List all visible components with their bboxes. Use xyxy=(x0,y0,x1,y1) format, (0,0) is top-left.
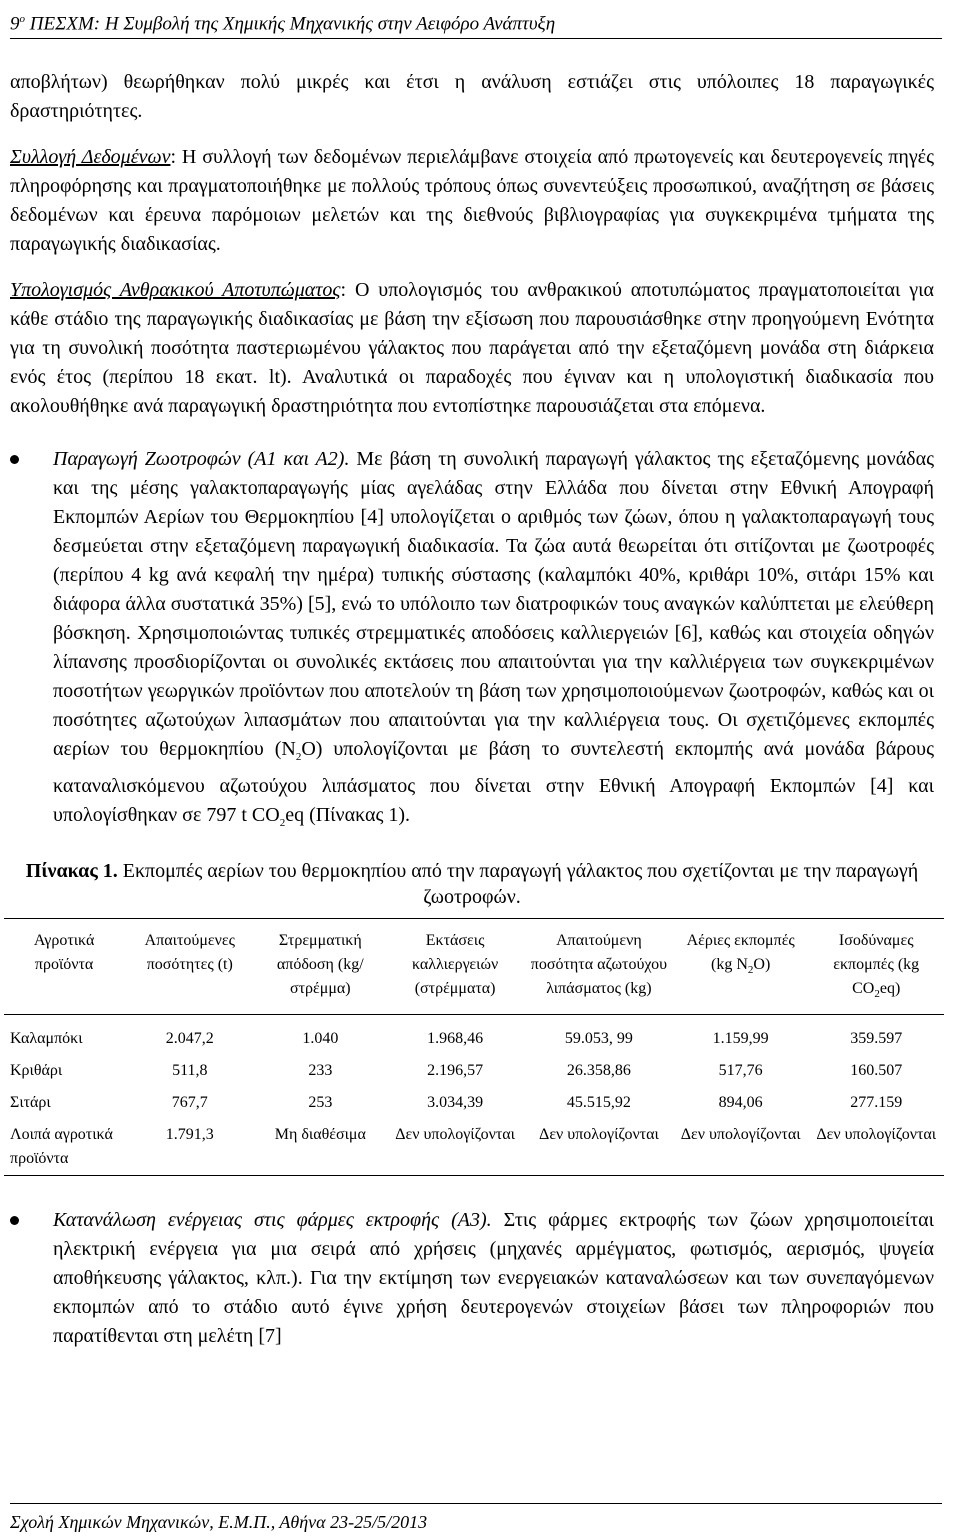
col-header-co2eq: Ισοδύναμες εκπομπές (kg $CO_2eq$) xyxy=(833,932,920,1001)
header-number: 9 xyxy=(10,13,20,35)
col-header-yield: Στρεμματική απόδοση (kg/ στρέμμα) xyxy=(276,932,364,997)
paragraph-intro: αποβλήτων) θεωρήθηκαν πολύ μικρές και έτσι η ανάλυση εστιάζει στις υπόλοιπες 18 παραγωγικές δραστηριότητες. xyxy=(10,71,934,122)
header-title: ΠΕΣΧΜ: Η Συμβολή της Χημικής Μηχανικής στην Αειφόρο Ανάπτυξη xyxy=(25,13,556,35)
page-footer: Σχολή Χημικών Μηχανικών, Ε.Μ.Π., Αθήνα 23-25/5/2013 xyxy=(10,1503,942,1536)
page-header xyxy=(10,4,942,39)
data-collection-heading: Συλλογή Δεδομένων xyxy=(10,146,171,168)
col-header-fertilizer: Απαιτούμενη ποσότητα αζωτούχου λιπάσματος (kg) xyxy=(530,932,668,997)
table-caption-label: Πίνακας 1. xyxy=(25,860,118,882)
table-row: Λοιπά αγροτικά προϊόντα 1.791,3 Μη διαθέσιμα Δεν υπολογίζονται Δεν υπολογίζονται Δεν υπολογίζονται Δεν υπολογίζονται xyxy=(4,1119,944,1176)
table-caption xyxy=(10,858,934,910)
bullet-dot-icon xyxy=(10,1216,19,1225)
table-row: Κριθάρι 511,8 233 2.196,57 26.358,86 517,76 160.507 xyxy=(10,1062,903,1080)
carbon-footprint-heading: Υπολογισμός Ανθρακικού Αποτυπώματος xyxy=(10,279,341,301)
page-content xyxy=(10,68,937,1351)
col-header-area: Εκτάσεις καλλιεργειών (στρέμματα) xyxy=(411,932,499,997)
bullet-farm-energy xyxy=(10,1206,934,1351)
col-header-quantity: Απαιτούμενες ποσότητες (t) xyxy=(144,932,235,973)
bullet-feed-production: Παραγωγή Ζωοτροφών (Α1 και Α2). Με βάση τη συνολική παραγωγή γάλακτος της εξεταζόμενης μονάδας και της μέσης γαλακτοπαραγωγής μίας αγελάδας στην Ελλάδα που δίνεται στην Εθνική Απογραφή Εκπομπών Αερίων του Θερμοκηπίου [4] υπολογίζεται ο αριθμός των ζώων, όπου η γαλακτοπαραγωγή τους δεσμεύεται στην εξεταζόμενη παραγωγική διαδικασία. Τα ζώα αυτά θεωρείται ότι σιτίζονται με ζωοτροφές (περίπου 4 kg ανά κεφαλή την ημέρα) τυπικής σύστασης (καλαμπόκι 40%, κριθάρι 10%, σιτάρι 15% και διάφορα άλλα συστατικά 35%) [5], ενώ το υπόλοιπο των διατροφικών τους αναγκών καλύπτεται με ελεύθερη βόσκηση. Χρησιμοποιώντας τυπικές στρεμματικές αποδόσεις καλλιεργειών [6], καθώς και στοιχεία οδηγών λίπανσης προσδιορίζονται οι συνολικές εκτάσεις που απαιτούνται για την καλλιέργεια των συγκεκριμένων ποσοτήτων γεωργικών προϊόντων που αποτελούν τη βάση των χρησιμοποιούμενων ζωοτροφών, καθώς και οι ποσότητες αζωτούχων λιπασμάτων που απαιτούνται για την καλλιέργεια τους. Οι σχετιζόμενες εκπομπές αερίων του θερμοκηπίου $(N_2O)$ υπολογίζονται με βάση το συντελεστή εκπομπής ανά μονάδα βάρους καταναλισκόμενου αζωτούχου λιπάσματος που δίνεται στην Εθνική Απογραφή Εκπομπών [4] και υπολογίσθηκαν σε 797 t $CO_2eq$ (Πίνακας 1). xyxy=(10,445,934,838)
col-header-n2o: Αέριες εκπομπές (kg $N_2O$) xyxy=(686,932,795,977)
table-row: Σιτάρι 767,7 253 3.034,39 45.515,92 894,06 277.159 xyxy=(10,1094,903,1112)
header-superscript: ο xyxy=(19,13,25,25)
col-header-product: Αγροτικά προϊόντα xyxy=(33,932,95,973)
feed-production-heading: Παραγωγή Ζωοτροφών (Α1 και Α2). xyxy=(53,448,350,470)
carbon-footprint-text: : Ο υπολογισμός του ανθρακικού αποτυπώματος πραγματοποιείται για κάθε στάδιο της παραγωγικής διαδικασίας με βάση την εξίσωση που παρουσιάσθηκε στην προηγούμενη Ενότητα για τη συνολική ποσότητα παστεριωμένου γάλακτος που παράγεται από την εξεταζόμενη μονάδα στη διάρκεια ενός έτος (περίπου 18 εκατ. lt). Αναλυτικά οι παραδοχές που έγιναν και η υπολογιστική διαδικασία που ακολουθήθηκε ανά παραγωγική δραστηριότητα που εντοπίστηκε παρουσιάζεται στα επόμενα. xyxy=(10,279,935,417)
feed-production-text: Με βάση τη συνολική παραγωγή γάλακτος της εξεταζόμενης μονάδας και της μέσης γαλακτοπαραγωγής μίας αγελάδας στην Ελλάδα που δίνεται στην Εθνική Απογραφή Εκπομπών Αερίων του Θερμοκηπίου [4] υπολογίζεται ο αριθμός των ζώων, όπου η γαλακτοπαραγωγή τους δεσμεύεται στην εξεταζόμενη παραγωγική διαδικασία. Τα ζώα αυτά θεωρείται ότι σιτίζονται με ζωοτροφές (περίπου 4 kg ανά κεφαλή την ημέρα) τυπικής σύστασης (καλαμπόκι 40%, κριθάρι 10%, σιτάρι 15% και διάφορα άλλα συστατικά 35%) [5], ενώ το υπόλοιπο των διατροφικών τους αναγκών καλύπτεται με ελεύθερη βόσκηση. Χρησιμοποιώντας τυπικές στρεμματικές αποδόσεις καλλιεργειών [6], καθώς και στοιχεία οδηγών λίπανσης προσδιορίζονται οι συνολικές εκτάσεις που απαιτούνται για την καλλιέργεια των συγκεκριμένων ποσοτήτων γεωργικών προϊόντων που αποτελούν τη βάση των χρησιμοποιούμενων ζωοτροφών, καθώς και οι ποσότητες αζωτούχων λιπασμάτων που απαιτούνται για την καλλιέργεια τους. Οι σχετιζόμενες εκπομπές αερίων του θερμοκηπίου (N xyxy=(53,448,935,760)
farm-energy-heading: Κατανάλωση ενέργειας στις φάρμες εκτροφής (Α3). xyxy=(53,1209,492,1232)
table-caption-text: Εκπομπές αερίων του θερμοκηπίου από την παραγωγή γάλακτος που σχετίζονται με την παραγωγή ζωοτροφών. xyxy=(117,860,919,908)
table-header-row xyxy=(4,919,944,1015)
paragraph-carbon-footprint xyxy=(10,276,934,421)
table-row: Καλαμπόκι 2.047,2 1.040 1.968,46 59.053, 99 1.159,99 359.597 xyxy=(10,1030,903,1048)
data-collection-text: : Η συλλογή των δεδομένων περιελάμβανε στοιχεία από πρωτογενείς και δευτερογενείς πηγές πληροφόρησης και πραγματοποιήθηκε με πολλούς τρόπους όπως συνεντεύξεις προσωπικού, αναζήτηση σε βάσεις δεδομένων και έρευνα παρόμοιων μελετών και της διεθνούς βιβλιογραφίας για συγκεκριμένα τμήματα της παραγωγικής διαδικασίας. xyxy=(10,146,934,255)
farm-energy-text: Στις φάρμες εκτροφής των ζώων χρησιμοποιείται ηλεκτρική ενέργεια για μια σειρά από χρήσεις (μηχανές αρμέγματος, φωτισμός, αερισμός, ψυγεία αποθήκευσης γάλακτος, κλπ.). Για την εκτίμηση των ενεργειακών καταναλώσεων και των συνεπαγόμενων εκπομπών από το στάδιο αυτό έγινε χρήση δευτερογενών στοιχείων βάσει των πληροφοριών που παρατίθενται στη μελέτη [7] xyxy=(53,1209,934,1348)
bullet-dot-icon xyxy=(10,455,19,464)
paragraph-data-collection xyxy=(10,143,934,259)
emissions-table xyxy=(4,918,944,1176)
